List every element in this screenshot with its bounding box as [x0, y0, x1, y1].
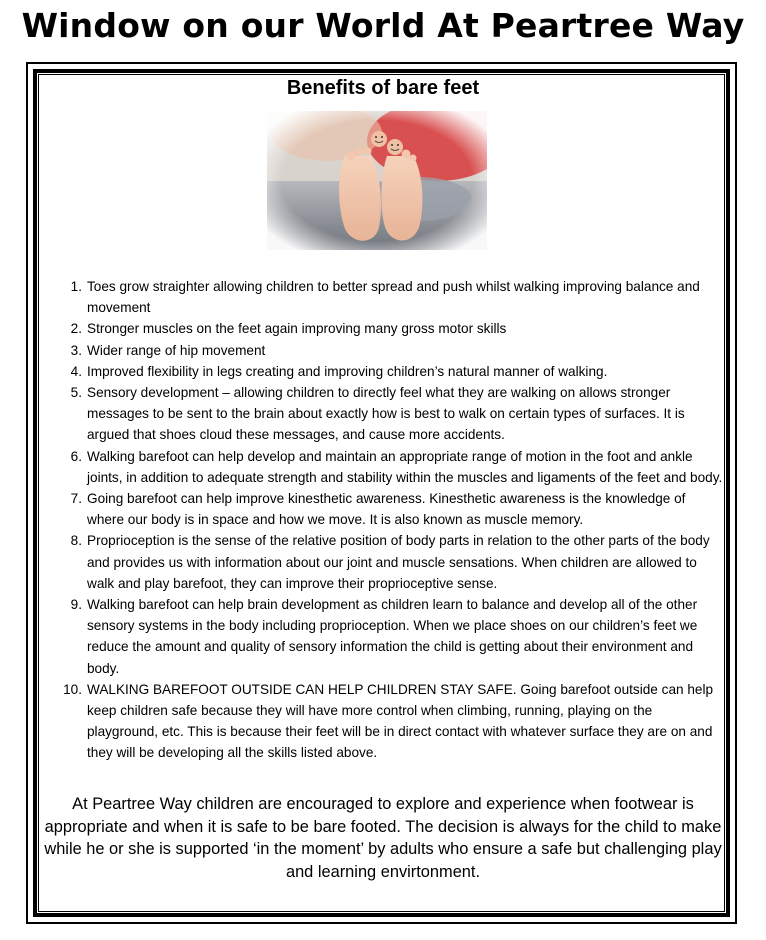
list-item — [58, 340, 726, 361]
list-item — [58, 594, 726, 679]
list-item-text: Walking barefoot can help brain development as children learn to balance and develop all of the other sensory systems in the body including proprioception. When we place shoes on our children’s feet we reduce the amount and quality of sensory information the child is getting about their environment and body. — [87, 597, 698, 676]
bare-feet-illustration — [267, 111, 487, 250]
closing-paragraph: At Peartree Way children are encouraged to explore and experience when footwear is appropriate and when it is safe to be bare footed. The decision is always for the child to make while he or she is supported ‘in the moment’ by adults who ensure a safe but challenging play and learning envirtonment. — [44, 795, 722, 881]
list-item-number: 7. — [70, 491, 82, 507]
list-item-text: Stronger muscles on the feet again improving many gross motor skills — [87, 321, 507, 337]
list-item-number: 6. — [70, 448, 82, 464]
list-item — [58, 530, 726, 594]
list-item — [58, 276, 726, 318]
list-item — [58, 382, 726, 446]
list-item-number: 2. — [70, 321, 82, 337]
list-item-number: 1. — [70, 279, 82, 294]
benefits-list — [58, 276, 726, 764]
list-item — [58, 679, 726, 764]
list-item-text: Toes grow straighter allowing children to better spread and push whilst walking improving balance and movement — [87, 279, 700, 316]
list-item-number: 4. — [70, 363, 82, 379]
section-heading: Benefits of bare feet — [286, 77, 480, 99]
list-item-text: Improved flexibility in legs creating and improving children’s natural manner of walking. — [87, 363, 608, 379]
list-item-number: 5. — [70, 385, 82, 401]
list-item-text: Walking barefoot can help develop and maintain an appropriate range of motion in the foot and ankle joints, in addition to adequate strength and stability within the muscles and ligaments of the feet and body. — [87, 448, 723, 485]
list-item — [58, 446, 726, 488]
page-title: Window on our World At Peartree Way — [21, 6, 745, 45]
list-item-text: Sensory development – allowing children to directly feel what they are walking on allows stronger messages to be sent to the brain about exactly how is best to walk on certain types of surfaces. It is argued that shoes cloud these messages, and cause more accidents. — [87, 385, 685, 443]
list-item-number: 10. — [63, 681, 82, 697]
list-item — [58, 361, 726, 382]
list-item — [58, 488, 726, 530]
list-item-text: Wider range of hip movement — [87, 342, 266, 358]
bare-feet-photo — [267, 111, 487, 250]
list-item — [58, 318, 726, 339]
list-item-text: Proprioception is the sense of the relative position of body parts in relation to the other parts of the body and provides us with information about our joint and muscle sensations. When children are allowed to walk and play barefoot, they can improve their proprioceptive sense. — [87, 533, 710, 591]
list-item-text: Going barefoot can help improve kinesthetic awareness. Kinesthetic awareness is the knowledge of where our body is in space and how we move. It is also known as muscle memory. — [87, 491, 686, 528]
list-item-number: 9. — [70, 597, 82, 613]
list-item-number: 8. — [70, 533, 82, 549]
list-item-number: 3. — [70, 342, 82, 358]
list-item-text: WALKING BAREFOOT OUTSIDE CAN HELP CHILDREN STAY SAFE. Going barefoot outside can help keep children safe because they will have more control when climbing, running, playing on the playground, etc. This is because their feet will be in direct contact with whatever surface they are on and they will be developing all the skills listed above. — [87, 681, 714, 761]
